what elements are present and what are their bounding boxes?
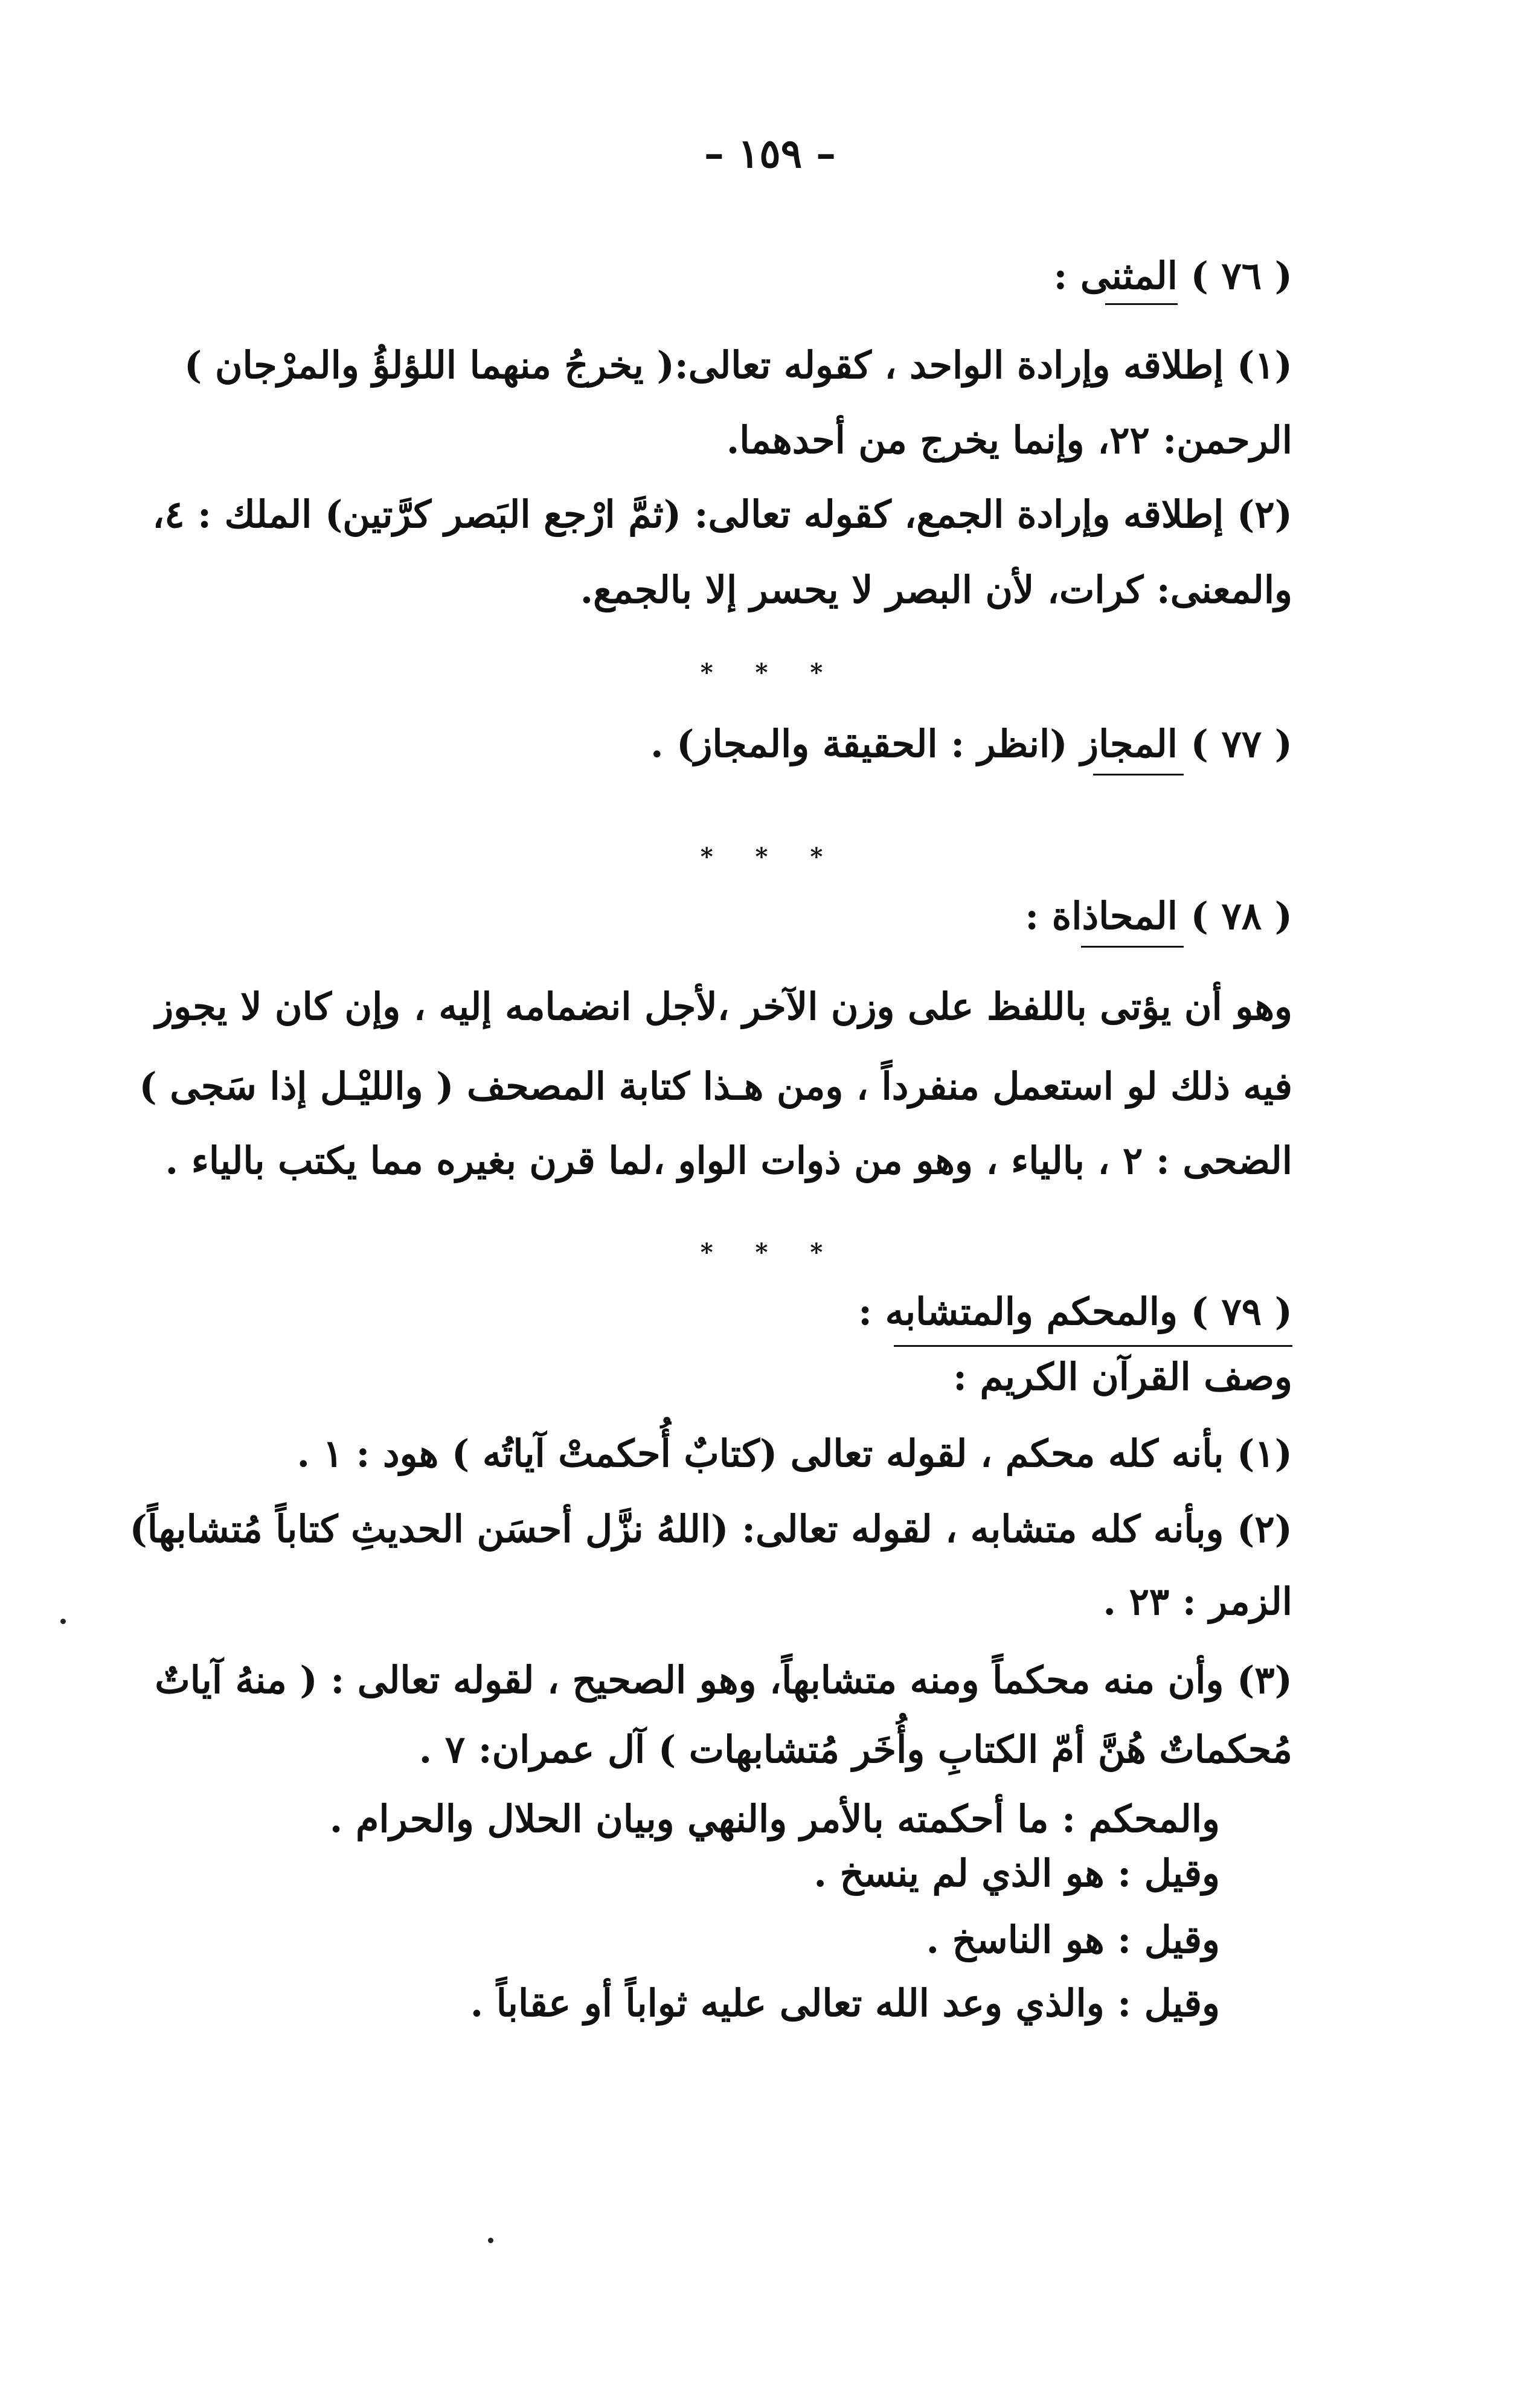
entry-79-line-10: وقيل : والذي وعد الله تعالى عليه ثواباً أو عقاباً .: [470, 1981, 1220, 2025]
entry-76-line-3: (٢) إطلاقه وإرادة الجمع، كقوله تعالى: (ثمَّ ارْجع البَصر كرَّتين) الملك : ٤،: [152, 492, 1292, 536]
entry-79-heading: ( ٧٩ ) والمحكم والمتشابه :: [858, 1289, 1292, 1334]
entry-77: [205, 722, 1292, 794]
entry-76-line-4: والمعنى: كرات، لأن البصر لا يحسر إلا بالجمع.: [580, 568, 1292, 612]
entry-79-heading-underline: [894, 1345, 1292, 1347]
entry-79-line-1: وصف القرآن الكريم :: [953, 1355, 1292, 1399]
entry-78: [139, 894, 1292, 1220]
entry-78-line-2: فيه ذلك لو استعمل منفرداً ، ومن هـذا كتابة المصحف ( والليْـل إذا سَجى ): [139, 1064, 1292, 1108]
entry-79-line-3: (٢) وبأنه كله متشابه ، لقوله تعالى: (اللهُ نزَّل أحسَن الحديثِ كتاباً مُتشابهاً): [129, 1507, 1292, 1551]
entry-76-line-2: الرحمن: ٢٢، وإنما يخرج من أحدهما.: [726, 418, 1292, 462]
page-number: – ١٥٩ –: [704, 130, 836, 177]
separator-2: * * *: [700, 843, 840, 871]
entry-78-heading-underline: [1081, 946, 1184, 948]
entry-79-line-9: وقيل : هو الناسخ .: [926, 1918, 1220, 1962]
scan-speck: [488, 2238, 493, 2243]
entry-79-line-6: مُحكماتٌ هُنَّ أمّ الكتابِ وأُخَر مُتشابهات ) آل عمران: ٧ .: [419, 1727, 1292, 1771]
entry-79-line-5: (٣) وأن منه محكماً ومنه متشابهاً، وهو الصحيح ، لقوله تعالى : ( منهُ آياتٌ: [155, 1658, 1292, 1702]
entry-79: [129, 1289, 1292, 2147]
separator-3: * * *: [700, 1238, 840, 1267]
entry-79-line-2: (١) بأنه كله محكم ، لقوله تعالى (كتابٌ أُحكمتْ آياتُه ) هود : ١ .: [297, 1431, 1292, 1476]
entry-76: [152, 254, 1292, 628]
entry-76-line-1: (١) إطلاقه وإرادة الواحد ، كقوله تعالى:( يخرجُ منهما اللؤلؤُ والمرْجان ): [184, 343, 1292, 387]
entry-79-line-7: والمحكم : ما أحكمته بالأمر والنهي وبيان الحلال والحرام .: [329, 1797, 1220, 1841]
entry-79-line-4: الزمر : ٢٣ .: [1103, 1579, 1292, 1623]
entry-78-heading: ( ٧٨ ) المحاذاة :: [1025, 894, 1292, 938]
entry-78-line-1: وهو أن يؤتى باللفظ على وزن الآخر ،لأجل انضمامه إليه ، وإن كان لا يجوز: [155, 984, 1292, 1029]
separator-1: * * *: [700, 658, 840, 687]
entry-76-heading: ( ٧٦ ) المثنى :: [1053, 254, 1292, 298]
entry-77-heading-underline: [1093, 774, 1184, 776]
scan-speck: [60, 1619, 66, 1624]
entry-77-heading: ( ٧٧ ) المجاز (انظر : الحقيقة والمجاز) .: [650, 722, 1292, 766]
entry-79-line-8: وقيل : هو الذي لم ينسخ .: [813, 1851, 1220, 1895]
entry-76-heading-underline: [1105, 303, 1178, 305]
entry-78-line-3: الضحى : ٢ ، بالياء ، وهو من ذوات الواو ،لما قرن بغيره مما يكتب بالياء .: [165, 1138, 1292, 1183]
